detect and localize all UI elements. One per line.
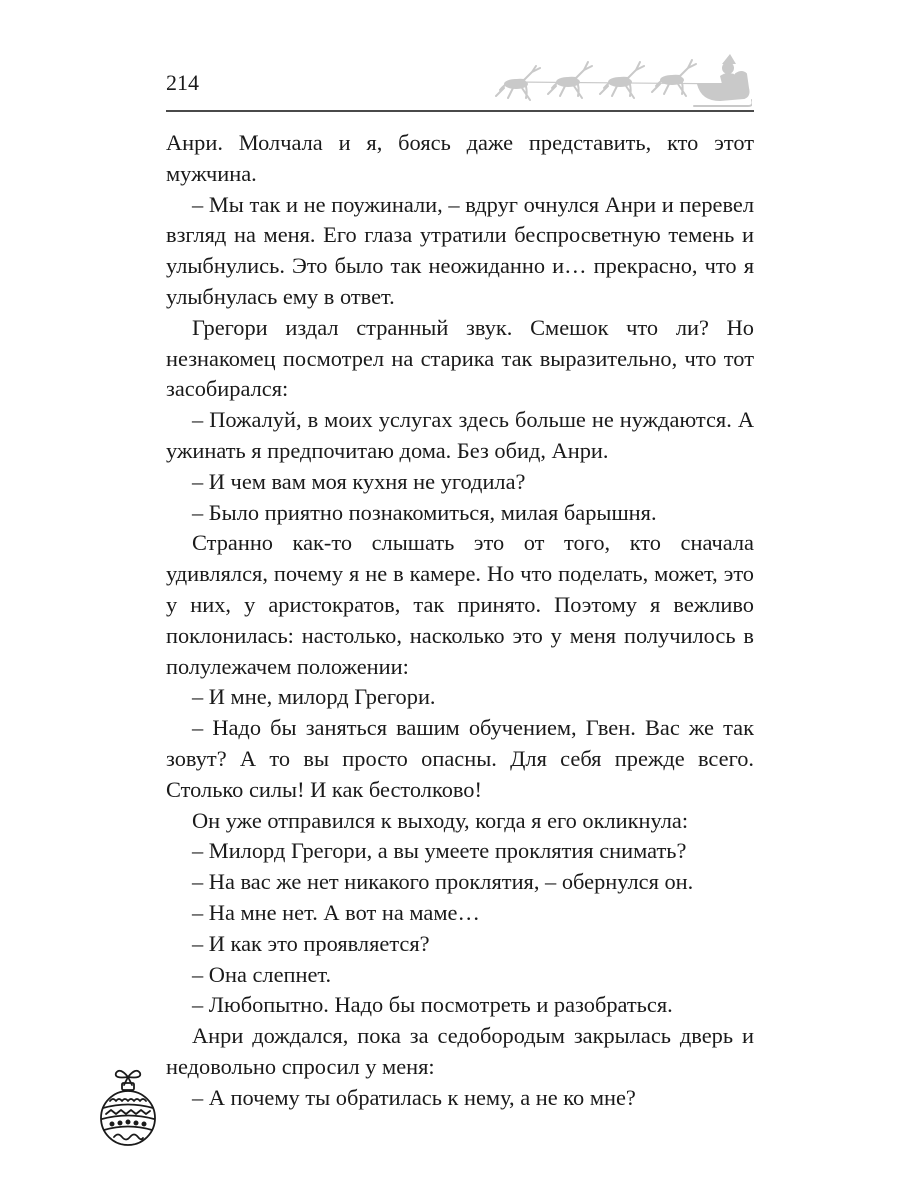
paragraph: – Пожалуй, в моих услугах здесь больше не нуждаются. А ужинать я предпочитаю дома. Без обид, Анри. (166, 407, 754, 463)
paragraph: – И чем вам моя кухня не угодила? (192, 468, 526, 494)
paragraph: – Мы так и не поужинали, – вдруг очнулся Анри и перевел взгляд на меня. Его глаза утратили беспросветную темень и улыбнулись. Это было так неожиданно и… прекрасно, что я улыбнулась ему в ответ. (166, 191, 754, 309)
paragraph: – Милорд Грегори, а вы умеете проклятия снимать? (192, 838, 687, 864)
paragraph: Странно как-то слышать это от того, кто сначала удивлялся, почему я не в камере. Но что поделать, может, это у них, у аристократов, так принято. Поэтому я вежливо поклонилась: настолько, насколько это у меня получилось в полулежачем положении: (166, 530, 754, 679)
body-text (166, 128, 754, 1114)
paragraph: – На вас же нет никакого проклятия, – обернулся он. (192, 869, 694, 895)
christmas-bauble-icon (98, 1063, 158, 1149)
paragraph: Он уже отправился к выходу, когда я его окликнула: (192, 807, 689, 833)
paragraph: Грегори издал странный звук. Смешок что ли? Но незнакомец посмотрел на старика так выразительно, что тот засобирался: (166, 314, 754, 402)
paragraph: – Она слепнет. (192, 961, 332, 987)
paragraph: Анри. Молчала и я, боясь даже представить, кто этот мужчина. (166, 130, 754, 186)
paragraph: – И как это проявляется? (192, 930, 430, 956)
paragraph: – Надо бы заняться вашим обучением, Гвен. Вас же так зовут? А то вы просто опасны. Для себя прежде всего. Столько силы! И как бестолково! (166, 715, 754, 802)
page-number: 214 (166, 70, 199, 95)
header-rule (166, 110, 754, 112)
paragraph: – На мне нет. А вот на маме… (192, 899, 480, 925)
paragraph: Анри дождался, пока за седобородым закрылась дверь и недовольно спросил у меня: (166, 1023, 754, 1079)
paragraph: – Было приятно познакомиться, милая барышня. (192, 499, 657, 525)
paragraph: – Любопытно. Надо бы посмотреть и разобраться. (192, 992, 673, 1018)
reindeer-sleigh-icon (492, 50, 752, 112)
paragraph: – И мне, милорд Грегори. (192, 684, 436, 710)
paragraph: – А почему ты обратилась к нему, а не ко мне? (192, 1084, 636, 1110)
